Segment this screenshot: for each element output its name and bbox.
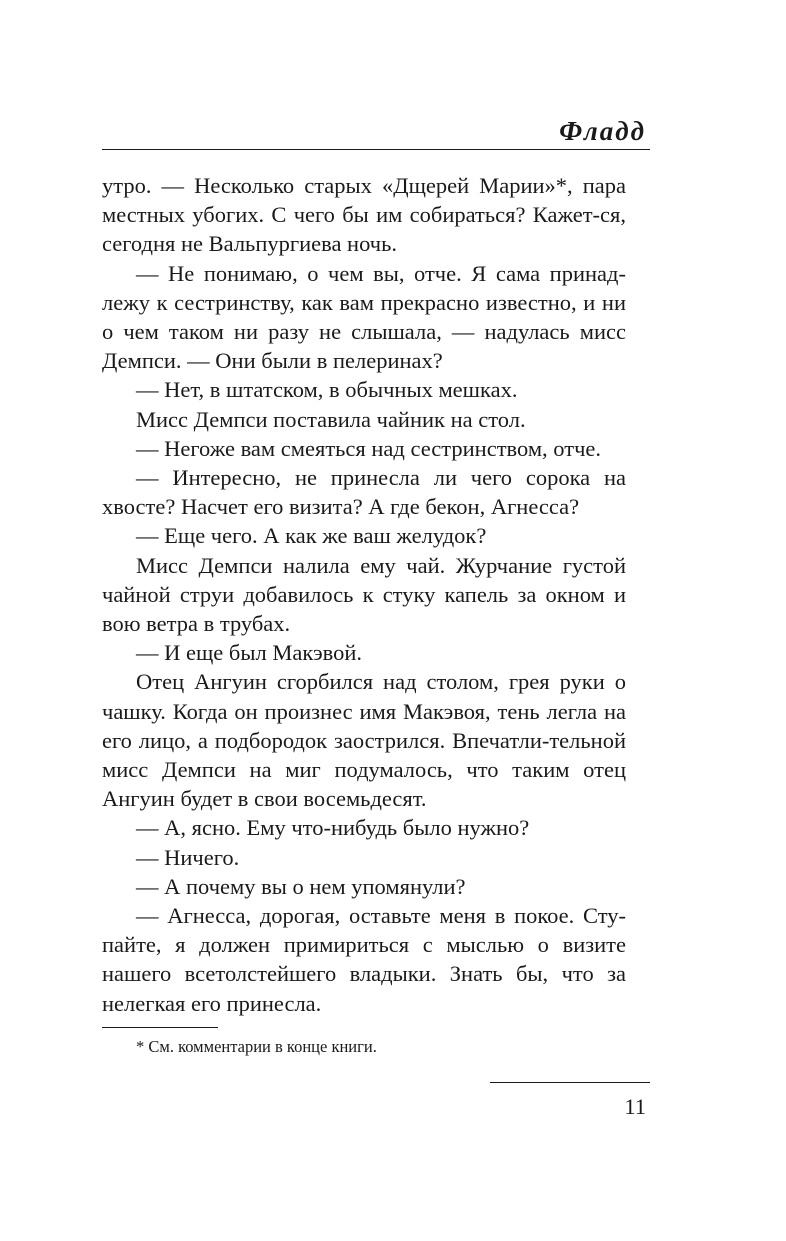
header-rule — [102, 149, 650, 150]
paragraph-11: — А, ясно. Ему что-нибудь было нужно? — [136, 815, 530, 841]
footnote-rule — [102, 1027, 218, 1028]
paragraph-2: — Не понимаю, о чем вы, отче. Я сама принад-лежу к сестринству, как вам прекрасно известно, и ни о чем таком ни разу не слышала, — надулась мисс Демпси. — Они были в пелеринах? — [102, 260, 626, 374]
paragraph-10: Отец Ангуин сгорбился над столом, грея руки о чашку. Когда он произнес имя Макэвоя, тень легла на его лицо, а подбородок заострился. Впечатли-тельной мисс Демпси на миг подумалось, что таким отец Ангуин будет в свои восемьдесят. — [102, 669, 626, 812]
paragraph-7: — Еще чего. А как же ваш желудок? — [136, 523, 487, 549]
running-head-title: Фладд — [559, 116, 646, 146]
paragraph-3: — Нет, в штатском, в обычных мешках. — [136, 377, 518, 403]
paragraph-13: — А почему вы о нем упомянули? — [136, 873, 466, 899]
paragraph-6: — Интересно, не принесла ли чего сорока на хвосте? Насчет его визита? А где бекон, Агнесса? — [102, 465, 626, 520]
paragraph-12: — Ничего. — [136, 844, 240, 870]
paragraph-9: — И еще был Макэвой. — [136, 640, 363, 666]
body-text — [102, 171, 626, 1018]
paragraph-1: утро. — Несколько старых «Дщерей Марии»*, пара местных убогих. С чего бы им собираться? Кажет-ся, сегодня не Вальпургиева ночь. — [102, 173, 626, 257]
paragraph-5: — Негоже вам смеяться над сестринством, отче. — [136, 435, 602, 461]
page-number: 11 — [624, 1094, 646, 1119]
paragraph-8: Мисс Демпси налила ему чай. Журчание густой чайной струи добавилось к стуку капель за окном и вою ветра в трубах. — [102, 552, 626, 637]
footnote: * См. комментарии в конце книги. — [136, 1037, 377, 1056]
folio-rule — [490, 1082, 650, 1083]
paragraph-4: Мисс Демпси поставила чайник на стол. — [136, 406, 526, 432]
paragraph-14: — Агнесса, дорогая, оставьте меня в покое. Сту-пайте, я должен примириться с мыслью о визите нашего всетолстейшего владыки. Знать бы, что за нелегкая его принесла. — [102, 903, 626, 1016]
